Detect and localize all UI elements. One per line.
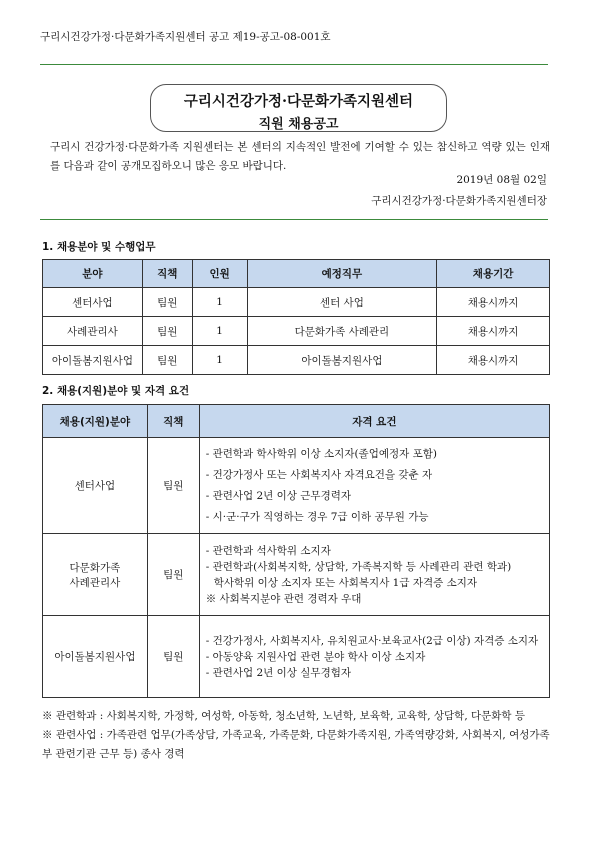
requirement-line: - 관련학과 석사학위 소지자 (205, 544, 331, 557)
table-row (43, 438, 550, 534)
cell-role: 팀원 (142, 288, 192, 317)
field-line: 사례관리사 (69, 576, 121, 589)
cell-field: 사례관리사 (43, 317, 143, 346)
requirement-line: - 관련학과(사회복지학, 상담학, 가족복지학 등 사례관리 관련 학과) (205, 560, 512, 573)
title-box (150, 84, 447, 132)
requirement-line: - 시·군·구가 직영하는 경우 7급 이하 공무원 가능 (205, 510, 429, 523)
middle-divider (40, 219, 548, 220)
cell-field: 센터사업 (43, 438, 148, 534)
cell-duty: 센터 사업 (247, 288, 437, 317)
header-field: 분야 (43, 260, 143, 288)
cell-period: 채용시까지 (437, 317, 550, 346)
note-related-work: ※ 관련사업 : 가족관련 업무(가족상담, 가족교육, 가족문화, 다문화가족지원, 가족역량강화, 사회복지, 여성가족부 관련기관 근무 등) 종사 경력 (42, 729, 550, 760)
requirement-line: - 관련사업 2년 이상 근무경력자 (205, 489, 351, 502)
requirement-line: - 건강가정사, 사회복지사, 유치원교사·보육교사(2급 이상) 자격증 소지자 (205, 634, 539, 647)
cell-field: 아이돌봄지원사업 (43, 346, 143, 375)
cell-count: 1 (192, 346, 247, 375)
cell-field: 센터사업 (43, 288, 143, 317)
announcement-date: 2019년 08월 02일 (456, 174, 547, 186)
cell-duty: 다문화가족 사례관리 (247, 317, 437, 346)
field-line: 다문화가족 (69, 561, 121, 574)
note-related-majors: ※ 관련학과 : 사회복지학, 가정학, 여성학, 아동학, 청소년학, 노년학, 보육학, 교육학, 상담학, 다문화학 등 (42, 710, 526, 722)
header-period: 채용기간 (437, 260, 550, 288)
cell-field: 아이돌봄지원사업 (43, 616, 148, 698)
cell-role: 팀원 (147, 534, 199, 616)
positions-table (42, 259, 550, 375)
sender-name: 구리시건강가정·다문화가족지원센터장 (371, 195, 547, 207)
section2-heading: 2. 채용(지원)분야 및 자격 요건 (42, 385, 190, 397)
requirement-line: - 건강가정사 또는 사회복지사 자격요건을 갖춘 자 (205, 468, 433, 481)
requirement-line: 학사학위 이상 소지자 또는 사회복지사 1급 자격증 소지자 (213, 576, 478, 589)
table-row (43, 288, 550, 317)
cell-count: 1 (192, 317, 247, 346)
table-row (43, 317, 550, 346)
requirement-line: - 아동양육 지원사업 관련 분야 학사 이상 소지자 (205, 650, 426, 663)
intro-paragraph: 구리시 건강가정·다문화가족 지원센터는 본 센터의 지속적인 발전에 기여할 수 있는 참신하고 역량 있는 인재를 다음과 같이 공개모집하오니 많은 응모 바랍니다. (50, 141, 550, 172)
table-header-row (43, 405, 550, 438)
cell-field (43, 534, 148, 616)
header-duty: 예정직무 (247, 260, 437, 288)
page-title: 구리시건강가정·다문화가족지원센터 (183, 93, 414, 110)
header-field: 채용(지원)분야 (43, 405, 148, 438)
top-divider (40, 64, 548, 65)
header-requirements: 자격 요건 (199, 405, 549, 438)
cell-count: 1 (192, 288, 247, 317)
cell-requirements (199, 438, 549, 534)
cell-requirements (199, 534, 549, 616)
cell-period: 채용시까지 (437, 288, 550, 317)
requirement-line: - 관련학과 학사학위 이상 소지자(졸업예정자 포함) (205, 447, 437, 460)
cell-role: 팀원 (147, 616, 199, 698)
cell-period: 채용시까지 (437, 346, 550, 375)
cell-role: 팀원 (147, 438, 199, 534)
table-row (43, 616, 550, 698)
cell-requirements (199, 616, 549, 698)
requirement-line: - 관련사업 2년 이상 실무경험자 (205, 666, 351, 679)
table-row (43, 346, 550, 375)
requirement-line: ※ 사회복지분야 관련 경력자 우대 (205, 592, 362, 605)
page-subtitle: 직원 채용공고 (258, 117, 339, 132)
table-header-row (43, 260, 550, 288)
table-row (43, 534, 550, 616)
qualifications-table (42, 404, 550, 698)
notes (42, 707, 550, 764)
cell-role: 팀원 (142, 317, 192, 346)
cell-role: 팀원 (142, 346, 192, 375)
document-number: 구리시건강가정·다문화가족지원센터 공고 제19-공고-08-001호 (40, 31, 331, 43)
cell-duty: 아이돌봄지원사업 (247, 346, 437, 375)
header-role: 직책 (142, 260, 192, 288)
section1-heading: 1. 채용분야 및 수행업무 (42, 241, 156, 253)
header-count: 인원 (192, 260, 247, 288)
header-role: 직책 (147, 405, 199, 438)
